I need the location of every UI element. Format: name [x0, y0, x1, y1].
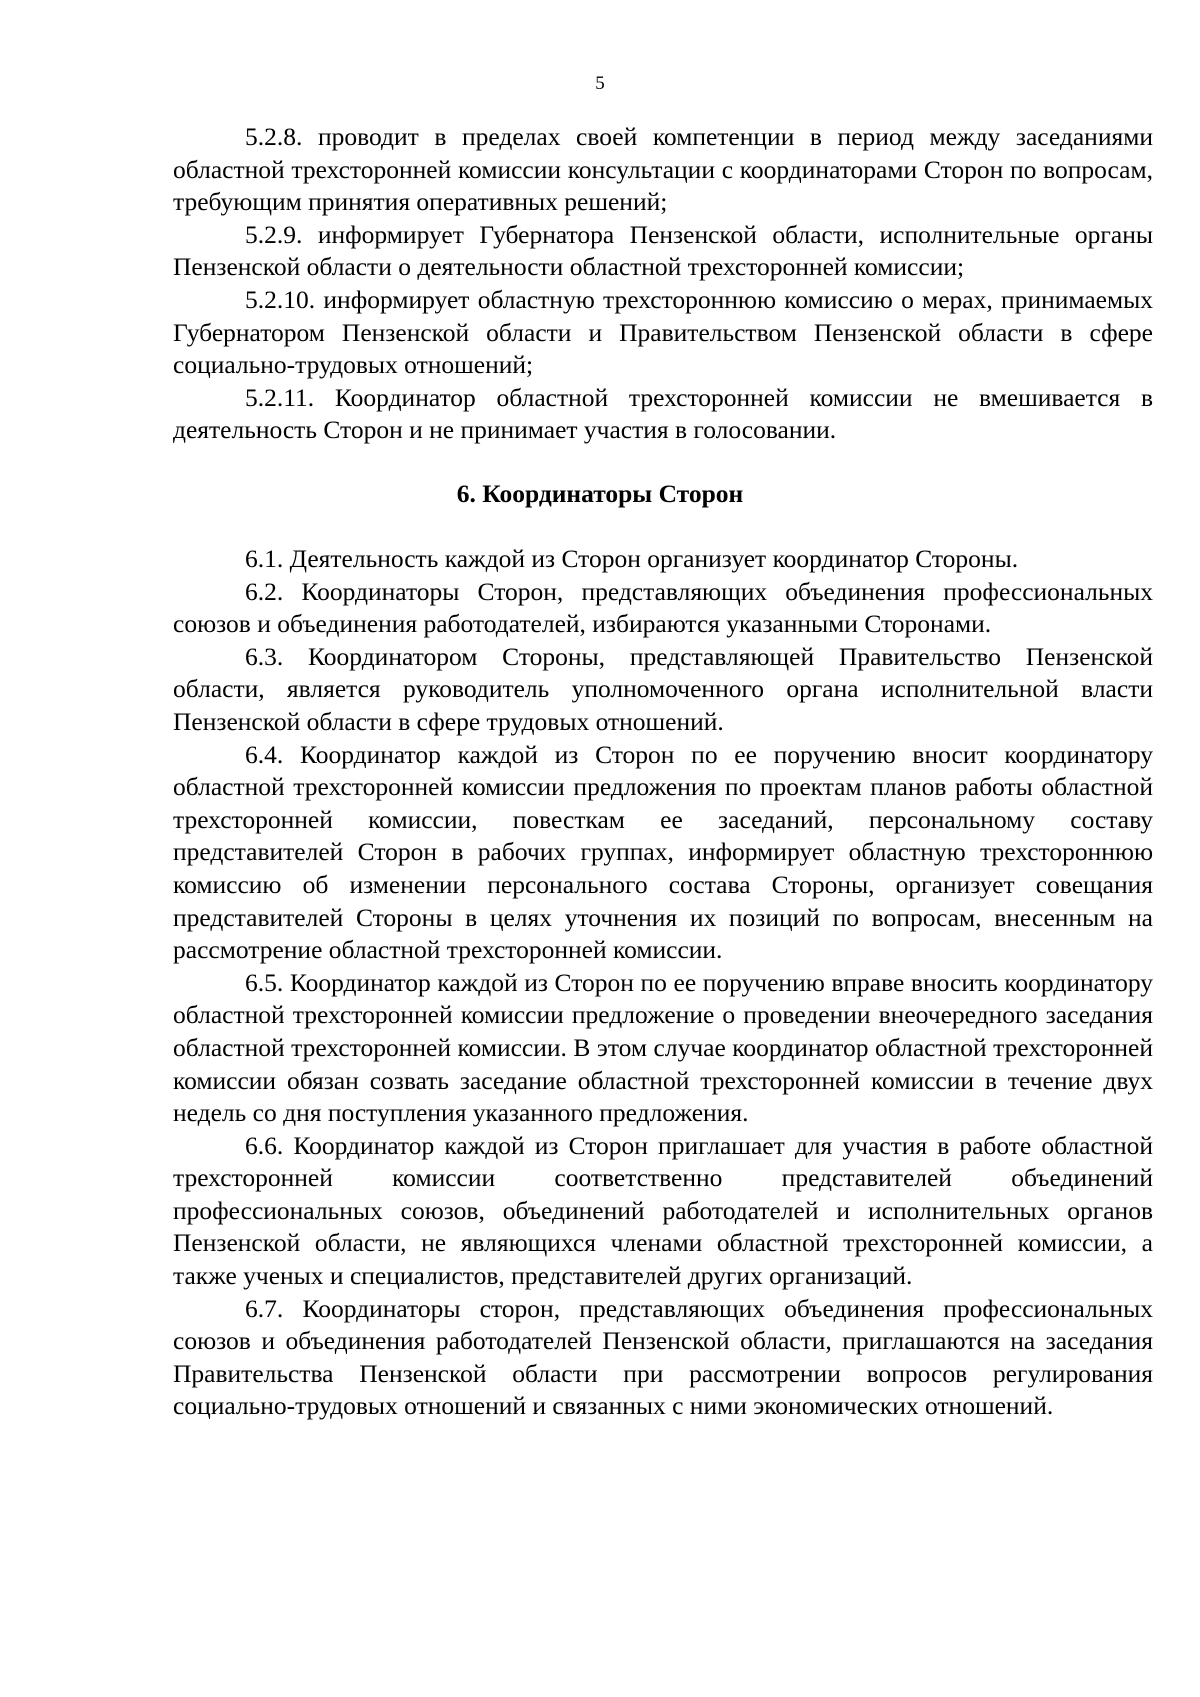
paragraph-5-2-11: 5.2.11. Координатор областной трехсторонней комиссии не вмешивается в деятельность Сторон и не принимает участия в голосовании.: [173, 382, 1153, 445]
paragraph-5-2-8: 5.2.8. проводит в пределах своей компетенции в период между заседаниями областной трехсторонней комиссии консультации с координаторами Сторон по вопросам, требующим принятия оперативных решений;: [173, 122, 1153, 217]
paragraph-6-2: 6.2. Координаторы Сторон, представляющих объединения профессиональных союзов и объединения работодателей, избираются указанными Сторонами.: [173, 576, 1153, 639]
paragraph-6-5: 6.5. Координатор каждой из Сторон по ее поручению вправе вносить координатору областной трехсторонней комиссии предложение о проведении внеочередного заседания областной трехсторонней комиссии. В этом случае координатор областной трехсторонней комиссии обязан созвать заседание областной трехсторонней комиссии в течение двух недель со дня поступления указанного предложения.: [173, 967, 1153, 1128]
section-heading: 6. Координаторы Сторон: [456, 479, 744, 508]
paragraph-6-1: 6.1. Деятельность каждой из Сторон организует координатор Стороны.: [245, 544, 1019, 573]
section-6-body: [173, 543, 1153, 1423]
paragraph-6-7: 6.7. Координаторы сторон, представляющих объединения профессиональных союзов и объединения работодателей Пензенской области, приглашаются на заседания Правительства Пензенской области при рассмотрении вопросов регулирования социально-трудовых отношений и связанных с ними экономических отношений.: [173, 1293, 1153, 1421]
paragraph-5-2-9: 5.2.9. информирует Губернатора Пензенской области, исполнительные органы Пензенской области о деятельности областной трехсторонней комиссии;: [173, 219, 1153, 282]
page-number: 5: [595, 73, 605, 94]
paragraph-5-2-10: 5.2.10. информирует областную трехстороннюю комиссию о мерах, принимаемых Губернатором Пензенской области и Правительством Пензенской области в сфере социально-трудовых отношений;: [173, 284, 1153, 380]
section-5-continuation: [173, 121, 1153, 447]
paragraph-6-6: 6.6. Координатор каждой из Сторон приглашает для участия в работе областной трехсторонней комиссии соответственно представителей объединений профессиональных союзов, объединений работодателей и исполнительных органов Пензенской области, не являющихся членами областной трехсторонней комиссии, а также ученых и специалистов, представителей других организаций.: [173, 1130, 1153, 1291]
paragraph-6-4: 6.4. Координатор каждой из Сторон по ее поручению вносит координатору областной трехсторонней комиссии предложения по проектам планов работы областной трехсторонней комиссии, повесткам ее заседаний, персональному составу представителей Сторон в рабочих группах, информирует областную трехстороннюю комиссию об изменении персонального состава Стороны, организует совещания представителей Стороны в целях уточнения их позиций по вопросам, внесенным на рассмотрение областной трехсторонней комиссии.: [173, 739, 1153, 965]
paragraph-6-3: 6.3. Координатором Стороны, представляющей Правительство Пензенской области, является руководитель уполномоченного органа исполнительной власти Пензенской области в сфере трудовых отношений.: [173, 641, 1153, 736]
